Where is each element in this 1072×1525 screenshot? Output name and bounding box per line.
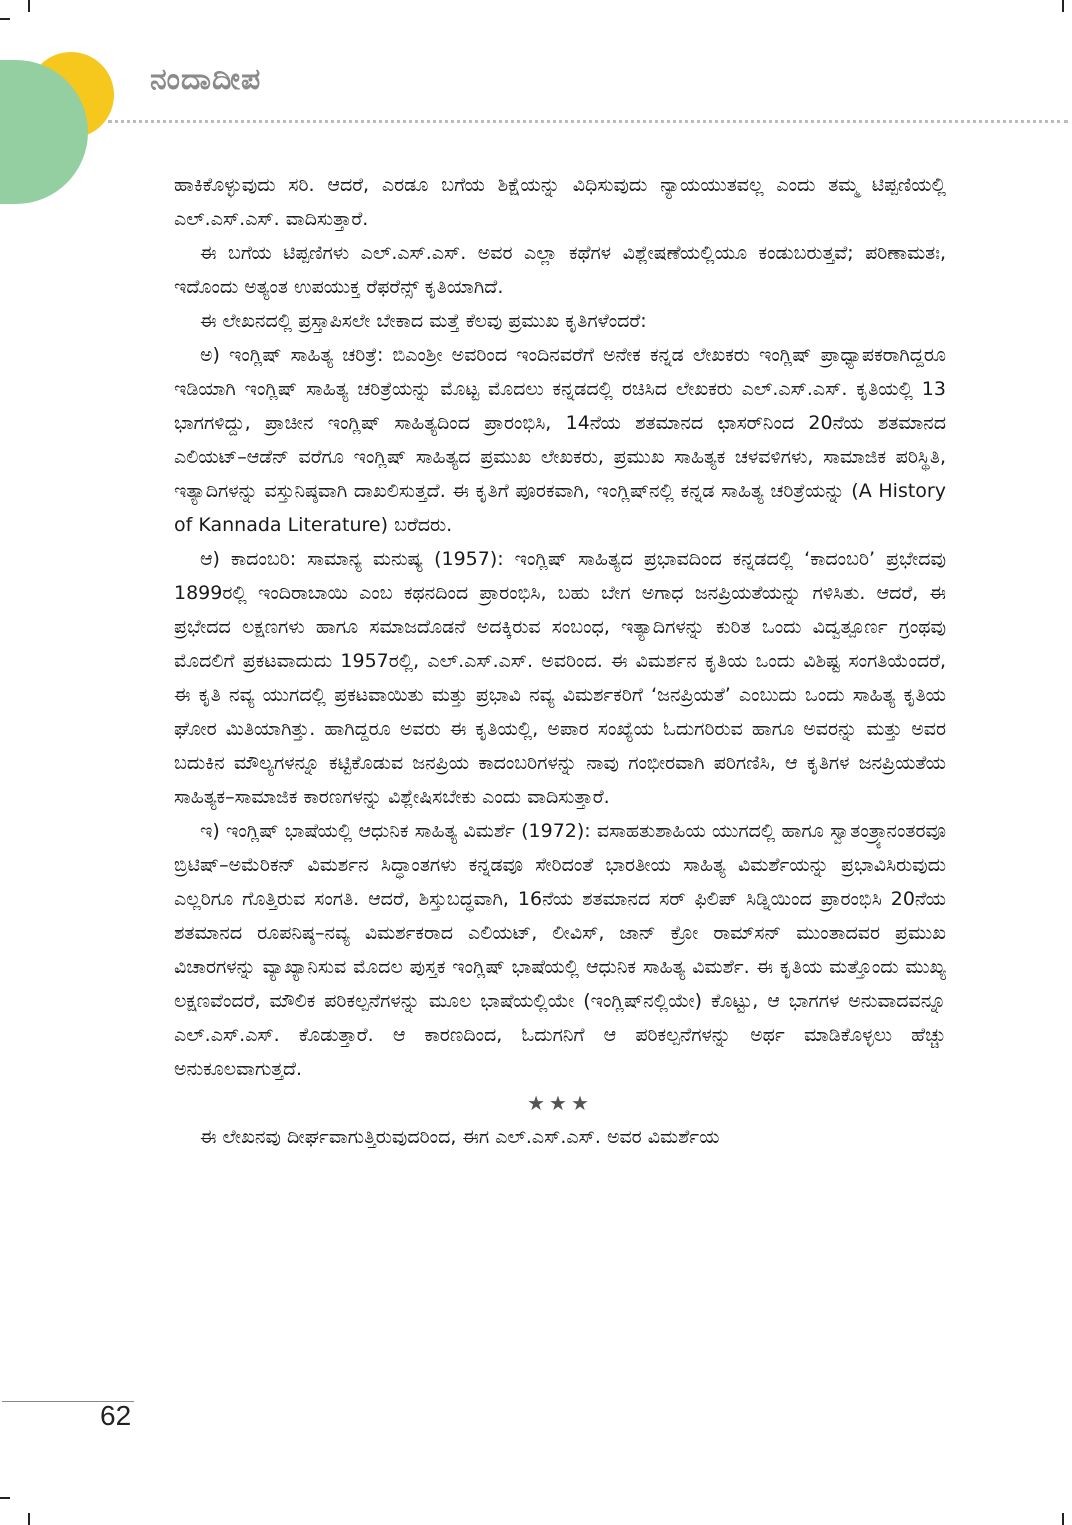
page-number: 62 <box>100 1400 132 1431</box>
crop-mark-bottom-right <box>1062 1513 1064 1525</box>
paragraph: ಈ ಲೇಖನದಲ್ಲಿ ಪ್ರಸ್ತಾಪಿಸಲೇ ಬೇಕಾದ ಮತ್ತೆ ಕೆಲವು ಪ್ರಮುಖ ಕೃತಿಗಳೆಂದರೆ: <box>200 310 647 332</box>
paragraph: ಆ) ಕಾದಂಬರಿ: ಸಾಮಾನ್ಯ ಮನುಷ್ಯ (1957): ಇಂಗ್ಲಿಷ್ ಸಾಹಿತ್ಯದ ಪ್ರಭಾವದಿಂದ ಕನ್ನಡದಲ್ಲಿ ‘ಕಾದಂಬರಿ’ ಪ್ರಭೇದವು 1899ರಲ್ಲಿ ಇಂದಿರಾಬಾಯಿ ಎಂಬ ಕಥನದಿಂದ ಪ್ರಾರಂಭಿಸಿ, ಬಹು ಬೇಗ ಅಗಾಧ ಜನಪ್ರಿಯತೆಯನ್ನು ಗಳಿಸಿತು. ಆದರೆ, ಈ ಪ್ರಭೇದದ ಲಕ್ಷಣಗಳು ಹಾಗೂ ಸಮಾಜದೊಡನೆ ಅದಕ್ಕಿರುವ ಸಂಬಂಧ, ಇತ್ಯಾದಿಗಳನ್ನು ಕುರಿತ ಒಂದು ವಿದ್ವತ್ಪೂರ್ಣ ಗ್ರಂಥವು ಮೊದಲಿಗೆ ಪ್ರಕಟವಾದುದು 1957ರಲ್ಲಿ, ಎಲ್.ಎಸ್.ಎಸ್. ಅವರಿಂದ. ಈ ವಿಮರ್ಶನ ಕೃತಿಯ ಒಂದು ವಿಶಿಷ್ಟ ಸಂಗತಿಯೆಂದರೆ, ಈ ಕೃತಿ ನವ್ಯ ಯುಗದಲ್ಲಿ ಪ್ರಕಟವಾಯಿತು ಮತ್ತು ಪ್ರಭಾವಿ ನವ್ಯ ವಿಮರ್ಶಕರಿಗೆ ‘ಜನಪ್ರಿಯತೆ’ ಎಂಬುದು ಒಂದು ಸಾಹಿತ್ಯ ಕೃತಿಯ ಘೋರ ಮಿತಿಯಾಗಿತ್ತು. ಹಾಗಿದ್ದರೂ ಅವರು ಈ ಕೃತಿಯಲ್ಲಿ, ಅಪಾರ ಸಂಖ್ಯೆಯ ಓದುಗರಿರುವ ಹಾಗೂ ಅವರನ್ನು ಮತ್ತು ಅವರ ಬದುಕಿನ ಮೌಲ್ಯಗಳನ್ನೂ ಕಟ್ಟಿಕೊಡುವ ಜನಪ್ರಿಯ ಕಾದಂಬರಿಗಳನ್ನು ನಾವು ಗಂಭೀರವಾಗಿ ಪರಿಗಣಿಸಿ, ಆ ಕೃತಿಗಳ ಜನಪ್ರಿಯತೆಯ ಸಾಹಿತ್ಯಕ–ಸಾಮಾಜಿಕ ಕಾರಣಗಳನ್ನು ವಿಶ್ಲೇಷಿಸಬೇಕು ಎಂದು ವಾದಿಸುತ್ತಾರೆ. <box>174 548 946 808</box>
crop-mark-left-lower <box>0 1497 10 1499</box>
running-header-title: ನಂದಾದೀಪ <box>150 62 262 97</box>
crop-mark-left-upper <box>0 18 10 20</box>
crop-mark-bottom-left <box>28 1513 30 1525</box>
paragraph: ಇ) ಇಂಗ್ಲಿಷ್ ಭಾಷೆಯಲ್ಲಿ ಆಧುನಿಕ ಸಾಹಿತ್ಯ ವಿಮರ್ಶೆ (1972): ವಸಾಹತುಶಾಹಿಯ ಯುಗದಲ್ಲಿ ಹಾಗೂ ಸ್ವಾತಂತ್ರ್ಯಾನಂತರವೂ ಬ್ರಿಟಿಷ್–ಅಮೆರಿಕನ್ ವಿಮರ್ಶನ ಸಿದ್ಧಾಂತಗಳು ಕನ್ನಡವೂ ಸೇರಿದಂತೆ ಭಾರತೀಯ ಸಾಹಿತ್ಯ ವಿಮರ್ಶೆಯನ್ನು ಪ್ರಭಾವಿಸಿರುವುದು ಎಲ್ಲರಿಗೂ ಗೊತ್ತಿರುವ ಸಂಗತಿ. ಆದರೆ, ಶಿಸ್ತುಬದ್ಧವಾಗಿ, 16ನೆಯ ಶತಮಾನದ ಸರ್ ಫಿಲಿಪ್ ಸಿಡ್ನಿಯಿಂದ ಪ್ರಾರಂಭಿಸಿ 20ನೆಯ ಶತಮಾನದ ರೂಪನಿಷ್ಠ–ನವ್ಯ ವಿಮರ್ಶಕರಾದ ಎಲಿಯಟ್, ಲೀವಿಸ್, ಜಾನ್ ಕ್ರೋ ರಾಮ್‌ಸನ್ ಮುಂತಾದವರ ಪ್ರಮುಖ ವಿಚಾರಗಳನ್ನು ವ್ಯಾಖ್ಯಾನಿಸುವ ಮೊದಲ ಪುಸ್ತಕ ಇಂಗ್ಲಿಷ್ ಭಾಷೆಯಲ್ಲಿ ಆಧುನಿಕ ಸಾಹಿತ್ಯ ವಿಮರ್ಶೆ. ಈ ಕೃತಿಯ ಮತ್ತೊಂದು ಮುಖ್ಯ ಲಕ್ಷಣವೆಂದರೆ, ಮೌಲಿಕ ಪರಿಕಲ್ಪನೆಗಳನ್ನು ಮೂಲ ಭಾಷೆಯಲ್ಲಿಯೇ (ಇಂಗ್ಲಿಷ್‌ನಲ್ಲಿಯೇ) ಕೊಟ್ಟು, ಆ ಭಾಗಗಳ ಅನುವಾದವನ್ನೂ ಎಲ್.ಎಸ್.ಎಸ್. ಕೊಡುತ್ತಾರೆ. ಆ ಕಾರಣದಿಂದ, ಓದುಗನಿಗೆ ಆ ಪರಿಕಲ್ಪನೆಗಳನ್ನು ಅರ್ಥ ಮಾಡಿಕೊಳ್ಳಲು ಹೆಚ್ಚು ಅನುಕೂಲವಾಗುತ್ತದೆ. <box>174 820 946 1080</box>
page-body <box>174 168 946 1390</box>
paragraph: ಅ) ಇಂಗ್ಲಿಷ್ ಸಾಹಿತ್ಯ ಚರಿತ್ರೆ: ಬಿಎಂಶ್ರೀ ಅವರಿಂದ ಇಂದಿನವರೆಗೆ ಅನೇಕ ಕನ್ನಡ ಲೇಖಕರು ಇಂಗ್ಲಿಷ್ ಪ್ರಾಧ್ಯಾಪಕರಾಗಿದ್ದರೂ ಇಡಿಯಾಗಿ ಇಂಗ್ಲಿಷ್ ಸಾಹಿತ್ಯ ಚರಿತ್ರೆಯನ್ನು ಮೊಟ್ಟ ಮೊದಲು ಕನ್ನಡದಲ್ಲಿ ರಚಿಸಿದ ಲೇಖಕರು ಎಲ್.ಎಸ್.ಎಸ್. ಕೃತಿಯಲ್ಲಿ 13 ಭಾಗಗಳಿದ್ದು, ಪ್ರಾಚೀನ ಇಂಗ್ಲಿಷ್ ಸಾಹಿತ್ಯದಿಂದ ಪ್ರಾರಂಭಿಸಿ, 14ನೆಯ ಶತಮಾನದ ಛಾಸರ್‌ನಿಂದ 20ನೆಯ ಶತಮಾನದ ಎಲಿಯಟ್–ಆಡೆನ್ ವರೆಗೂ ಇಂಗ್ಲಿಷ್ ಸಾಹಿತ್ಯದ ಪ್ರಮುಖ ಲೇಖಕರು, ಪ್ರಮುಖ ಸಾಹಿತ್ಯಕ ಚಳವಳಿಗಳು, ಸಾಮಾಜಿಕ ಪರಿಸ್ಥಿತಿ, ಇತ್ಯಾದಿಗಳನ್ನು ವಸ್ತುನಿಷ್ಠವಾಗಿ ದಾಖಲಿಸುತ್ತದೆ. ಈ ಕೃತಿಗೆ ಪೂರಕವಾಗಿ, ಇಂಗ್ಲಿಷ್‌ನಲ್ಲಿ ಕನ್ನಡ ಸಾಹಿತ್ಯ ಚರಿತ್ರೆಯನ್ನು (A History of Kannada Literature) ಬರೆದರು. <box>174 344 946 536</box>
header-dotted-rule <box>108 120 1068 123</box>
section-separator-stars: ★★★ <box>527 1091 593 1115</box>
crop-mark-top-right <box>1062 0 1064 12</box>
crop-mark-top-left <box>28 0 30 12</box>
paragraph: ಈ ಲೇಖನವು ದೀರ್ಘವಾಗುತ್ತಿರುವುದರಿಂದ, ಈಗ ಎಲ್.ಎಸ್.ಎಸ್. ಅವರ ವಿಮರ್ಶೆಯ <box>200 1126 720 1148</box>
paragraph: ಈ ಬಗೆಯ ಟಿಪ್ಪಣಿಗಳು ಎಲ್.ಎಸ್.ಎಸ್. ಅವರ ಎಲ್ಲಾ ಕಥೆಗಳ ವಿಶ್ಲೇಷಣೆಯಲ್ಲಿಯೂ ಕಂಡುಬರುತ್ತವೆ; ಪರಿಣಾಮತಃ, ಇದೊಂದು ಅತ್ಯಂತ ಉಪಯುಕ್ತ ರೆಫರೆನ್ಸ್ ಕೃತಿಯಾಗಿದೆ. <box>174 242 946 298</box>
paragraph: ಹಾಕಿಕೊಳ್ಳುವುದು ಸರಿ. ಆದರೆ, ಎರಡೂ ಬಗೆಯ ಶಿಕ್ಷೆಯನ್ನು ವಿಧಿಸುವುದು ನ್ಯಾಯಯುತವಲ್ಲ ಎಂದು ತಮ್ಮ ಟಿಪ್ಪಣಿಯಲ್ಲಿ ಎಲ್.ಎಸ್.ಎಸ್. ವಾದಿಸುತ್ತಾರೆ. <box>174 174 946 230</box>
